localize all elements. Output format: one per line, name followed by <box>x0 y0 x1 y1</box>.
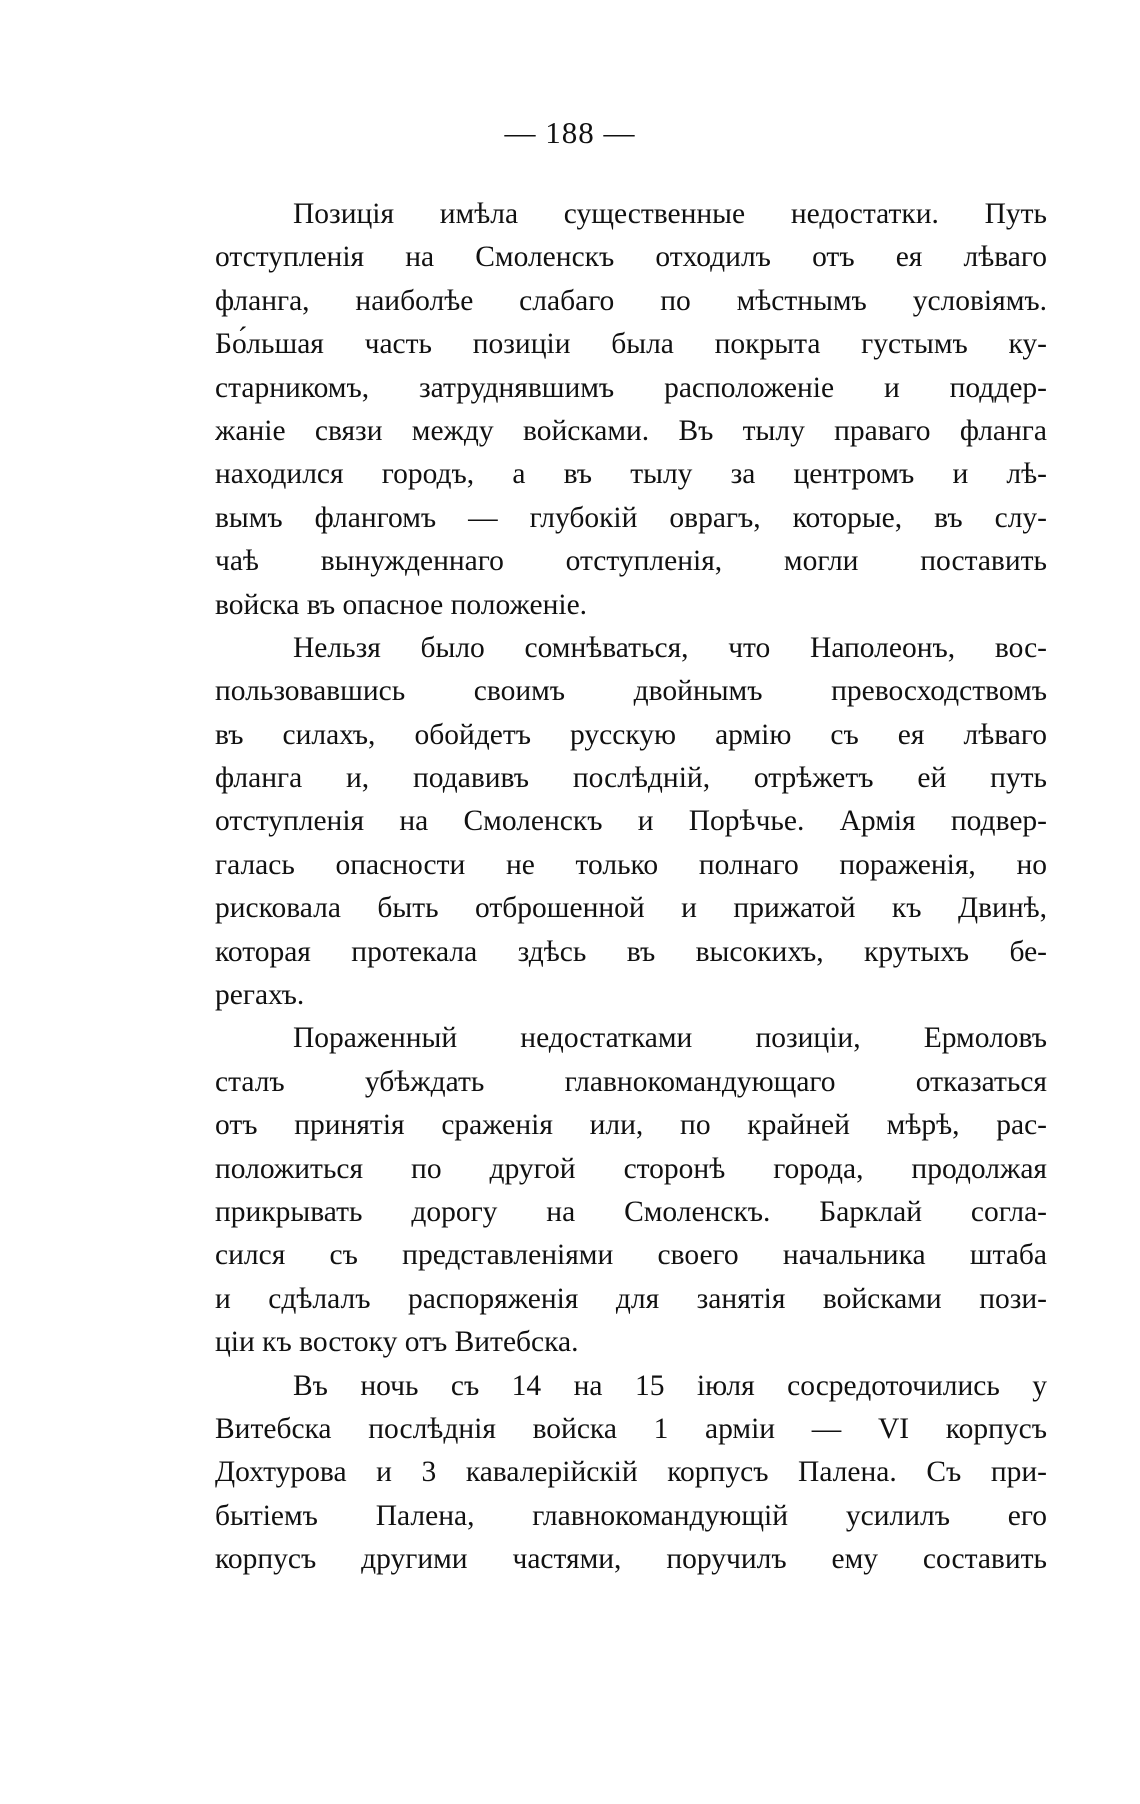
text-line: Витебска послѣднія войска 1 арміи — VI корпусъ <box>215 1412 1047 1445</box>
paragraph-3 <box>215 1017 1047 1364</box>
text-line: бытіемъ Палена, главнокомандующій усилилъ его <box>215 1499 1047 1532</box>
text-line: регахъ. <box>215 979 305 1012</box>
page-number: — 188 — <box>504 115 636 150</box>
text-line: и сдѣлалъ распоряженія для занятія войсками пози- <box>215 1282 1047 1315</box>
text-line: отступленія на Смоленскъ отходилъ отъ ея лѣваго <box>215 241 1047 274</box>
text-line: положиться по другой сторонѣ города, продолжая <box>215 1152 1047 1185</box>
text-line: вымъ флангомъ — глубокій оврагъ, которые, въ слу- <box>215 501 1047 534</box>
text-line: фланга, наиболѣе слабаго по мѣстнымъ условіямъ. <box>215 284 1047 317</box>
text-line: прикрывать дорогу на Смоленскъ. Барклай согла- <box>215 1195 1047 1228</box>
body-text <box>215 193 1047 1582</box>
text-line: старникомъ, затруднявшимъ расположеніе и поддер- <box>215 371 1047 404</box>
text-line: корпусъ другими частями, поручилъ ему составить <box>215 1543 1047 1576</box>
text-line: Бо́льшая часть позиціи была покрыта густымъ ку- <box>215 328 1047 361</box>
text-line: галась опасности не только полнаго пораженія, но <box>215 848 1047 881</box>
text-line: Нельзя было сомнѣваться, что Наполеонъ, вос- <box>293 631 1047 664</box>
text-line: находился городъ, а въ тылу за центромъ и лѣ- <box>215 458 1047 491</box>
paragraph-1 <box>215 193 1047 627</box>
text-line: въ силахъ, обойдетъ русскую армію съ ея лѣваго <box>215 718 1047 751</box>
text-line: сился съ представленіями своего начальника штаба <box>215 1239 1047 1272</box>
text-line: отступленія на Смоленскъ и Порѣчье. Армія подвер- <box>215 805 1047 838</box>
text-line: фланга и, подавивъ послѣдній, отрѣжетъ ей путь <box>215 762 1047 795</box>
text-line: сталъ убѣждать главнокомандующаго отказаться <box>215 1065 1047 1098</box>
text-line: Пораженный недостатками позиціи, Ермоловъ <box>293 1022 1047 1055</box>
text-line: жаніе связи между войсками. Въ тылу праваго фланга <box>215 414 1047 447</box>
text-line: чаѣ вынужденнаго отступленія, могли поставить <box>215 545 1047 578</box>
paragraph-2 <box>215 627 1047 1018</box>
text-line: войска въ опасное положеніе. <box>215 588 588 621</box>
text-line: ціи къ востоку отъ Витебска. <box>215 1326 579 1359</box>
text-line: пользовавшись своимъ двойнымъ превосходствомъ <box>215 675 1047 708</box>
text-line: которая протекала здѣсь въ высокихъ, крутыхъ бе- <box>215 935 1047 968</box>
text-line: Дохтурова и 3 кавалерійскій корпусъ Палена. Съ при- <box>215 1456 1047 1489</box>
text-line: Позиція имѣла существенные недостатки. Путь <box>293 198 1047 230</box>
text-line: отъ принятія сраженія или, по крайней мѣрѣ, рас- <box>215 1109 1047 1142</box>
paragraph-4 <box>215 1365 1047 1582</box>
text-line: Въ ночь съ 14 на 15 іюля сосредоточились у <box>293 1369 1047 1402</box>
text-line: рисковала быть отброшенной и прижатой къ Двинѣ, <box>215 892 1047 925</box>
